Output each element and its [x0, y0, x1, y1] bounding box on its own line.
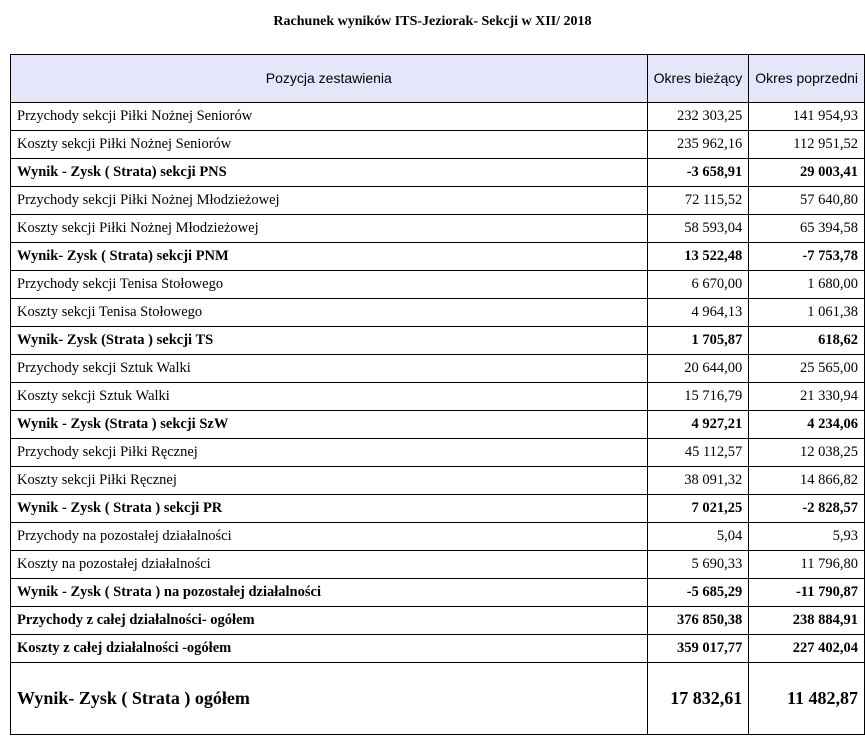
table-row: [11, 439, 865, 467]
row-previous-value: 11 796,80: [749, 551, 865, 579]
income-statement-table: [10, 54, 865, 735]
row-current-value: -3 658,91: [647, 159, 749, 187]
row-label: Koszty sekcji Tenisa Stołowego: [11, 299, 648, 327]
row-current-value: 20 644,00: [647, 355, 749, 383]
table-row: [11, 131, 865, 159]
row-current-value: 38 091,32: [647, 467, 749, 495]
row-label: Wynik- Zysk ( Strata) sekcji PNM: [11, 243, 648, 271]
total-previous-value: 11 482,87: [749, 663, 865, 735]
row-current-value: 376 850,38: [647, 607, 749, 635]
table-row: [11, 523, 865, 551]
result-row: [11, 495, 865, 523]
table-row: [11, 467, 865, 495]
result-row: [11, 607, 865, 635]
table-row: [11, 215, 865, 243]
row-label: Wynik- Zysk (Strata ) sekcji TS: [11, 327, 648, 355]
row-label: Koszty sekcji Sztuk Walki: [11, 383, 648, 411]
row-current-value: 5,04: [647, 523, 749, 551]
row-previous-value: 12 038,25: [749, 439, 865, 467]
header-row: [11, 55, 865, 103]
table-row: [11, 383, 865, 411]
row-current-value: -5 685,29: [647, 579, 749, 607]
row-current-value: 45 112,57: [647, 439, 749, 467]
table-row: [11, 103, 865, 131]
row-current-value: 13 522,48: [647, 243, 749, 271]
total-current-value: 17 832,61: [647, 663, 749, 735]
row-label: Koszty sekcji Piłki Nożnej Seniorów: [11, 131, 648, 159]
row-label: Przychody sekcji Sztuk Walki: [11, 355, 648, 383]
row-label: Wynik - Zysk ( Strata) sekcji PNS: [11, 159, 648, 187]
row-current-value: 7 021,25: [647, 495, 749, 523]
total-row: [11, 663, 865, 735]
row-current-value: 6 670,00: [647, 271, 749, 299]
row-current-value: 72 115,52: [647, 187, 749, 215]
result-row: [11, 159, 865, 187]
row-current-value: 359 017,77: [647, 635, 749, 663]
row-label: Wynik - Zysk ( Strata ) sekcji PR: [11, 495, 648, 523]
row-previous-value: 65 394,58: [749, 215, 865, 243]
result-row: [11, 327, 865, 355]
row-previous-value: 141 954,93: [749, 103, 865, 131]
row-current-value: 235 962,16: [647, 131, 749, 159]
row-previous-value: 29 003,41: [749, 159, 865, 187]
row-label: Koszty na pozostałej działalności: [11, 551, 648, 579]
row-previous-value: 1 680,00: [749, 271, 865, 299]
row-current-value: 1 705,87: [647, 327, 749, 355]
row-label: Koszty z całej działalności -ogółem: [11, 635, 648, 663]
header-position: Pozycja zestawienia: [11, 55, 648, 103]
header-current-period: Okres bieżący: [647, 55, 749, 103]
row-label: Koszty sekcji Piłki Ręcznej: [11, 467, 648, 495]
result-row: [11, 411, 865, 439]
table-row: [11, 271, 865, 299]
row-current-value: 232 303,25: [647, 103, 749, 131]
header-previous-period: Okres poprzedni: [749, 55, 865, 103]
result-row: [11, 579, 865, 607]
row-previous-value: 21 330,94: [749, 383, 865, 411]
row-current-value: 4 927,21: [647, 411, 749, 439]
row-previous-value: -7 753,78: [749, 243, 865, 271]
row-previous-value: 57 640,80: [749, 187, 865, 215]
result-row: [11, 243, 865, 271]
row-previous-value: 4 234,06: [749, 411, 865, 439]
result-row: [11, 635, 865, 663]
row-label: Przychody sekcji Piłki Ręcznej: [11, 439, 648, 467]
row-label: Wynik - Zysk (Strata ) sekcji SzW: [11, 411, 648, 439]
row-previous-value: -2 828,57: [749, 495, 865, 523]
table-row: [11, 355, 865, 383]
row-label: Przychody sekcji Piłki Nożnej Młodzieżowej: [11, 187, 648, 215]
report-title: Rachunek wyników ITS-Jeziorak- Sekcji w XII/ 2018: [273, 14, 592, 29]
row-current-value: 15 716,79: [647, 383, 749, 411]
row-current-value: 58 593,04: [647, 215, 749, 243]
row-label: Przychody na pozostałej działalności: [11, 523, 648, 551]
row-previous-value: -11 790,87: [749, 579, 865, 607]
row-current-value: 4 964,13: [647, 299, 749, 327]
row-previous-value: 14 866,82: [749, 467, 865, 495]
row-previous-value: 618,62: [749, 327, 865, 355]
row-label: Przychody z całej działalności- ogółem: [11, 607, 648, 635]
row-previous-value: 25 565,00: [749, 355, 865, 383]
row-current-value: 5 690,33: [647, 551, 749, 579]
row-label: Przychody sekcji Piłki Nożnej Seniorów: [11, 103, 648, 131]
row-label: Przychody sekcji Tenisa Stołowego: [11, 271, 648, 299]
total-label: Wynik- Zysk ( Strata ) ogółem: [11, 663, 648, 735]
row-previous-value: 112 951,52: [749, 131, 865, 159]
row-label: Wynik - Zysk ( Strata ) na pozostałej działalności: [11, 579, 648, 607]
row-label: Koszty sekcji Piłki Nożnej Młodzieżowej: [11, 215, 648, 243]
row-previous-value: 1 061,38: [749, 299, 865, 327]
row-previous-value: 5,93: [749, 523, 865, 551]
table-row: [11, 187, 865, 215]
table-row: [11, 299, 865, 327]
row-previous-value: 227 402,04: [749, 635, 865, 663]
row-previous-value: 238 884,91: [749, 607, 865, 635]
table-row: [11, 551, 865, 579]
